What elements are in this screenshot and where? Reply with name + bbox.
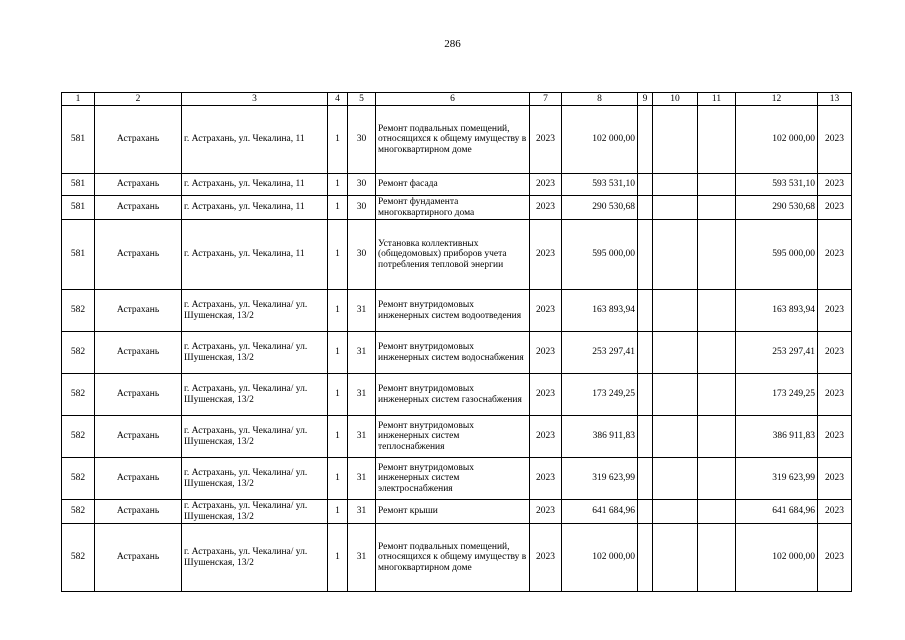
column-number: 10 [653, 93, 698, 106]
row-number-cell: 582 [62, 374, 95, 416]
col4-cell: 1 [328, 290, 348, 332]
col10-cell [653, 106, 698, 174]
total-cell: 290 530,68 [736, 196, 818, 220]
address-cell: г. Астрахань, ул. Чекалина/ ул. Шушенская, 13/2 [182, 458, 328, 500]
address-cell: г. Астрахань, ул. Чекалина/ ул. Шушенская, 13/2 [182, 290, 328, 332]
address-cell: г. Астрахань, ул. Чекалина, 11 [182, 196, 328, 220]
end-year-cell: 2023 [818, 416, 852, 458]
end-year-cell: 2023 [818, 106, 852, 174]
column-number-row [62, 93, 852, 106]
year-cell: 2023 [530, 174, 562, 196]
amount-cell: 290 530,68 [562, 196, 638, 220]
table-row [62, 106, 852, 174]
col5-cell: 31 [348, 332, 376, 374]
col9-cell [638, 174, 653, 196]
amount-cell: 386 911,83 [562, 416, 638, 458]
total-cell: 163 893,94 [736, 290, 818, 332]
column-number: 13 [818, 93, 852, 106]
col11-cell [698, 196, 736, 220]
work-type-cell: Ремонт внутридомовых инженерных систем газоснабжения [376, 374, 530, 416]
table-row [62, 458, 852, 500]
col5-cell: 31 [348, 374, 376, 416]
year-cell: 2023 [530, 416, 562, 458]
table-row [62, 524, 852, 592]
col4-cell: 1 [328, 374, 348, 416]
year-cell: 2023 [530, 332, 562, 374]
end-year-cell: 2023 [818, 332, 852, 374]
col9-cell [638, 290, 653, 332]
col10-cell [653, 458, 698, 500]
city-cell: Астрахань [95, 374, 182, 416]
col4-cell: 1 [328, 500, 348, 524]
col9-cell [638, 332, 653, 374]
col5-cell: 31 [348, 524, 376, 592]
column-number: 1 [62, 93, 95, 106]
col4-cell: 1 [328, 174, 348, 196]
col4-cell: 1 [328, 106, 348, 174]
total-cell: 386 911,83 [736, 416, 818, 458]
table-row [62, 196, 852, 220]
col9-cell [638, 416, 653, 458]
col10-cell [653, 196, 698, 220]
amount-cell: 593 531,10 [562, 174, 638, 196]
repair-register-table [61, 92, 852, 592]
col10-cell [653, 374, 698, 416]
column-number: 2 [95, 93, 182, 106]
end-year-cell: 2023 [818, 174, 852, 196]
work-type-cell: Ремонт внутридомовых инженерных систем теплоснабжения [376, 416, 530, 458]
col11-cell [698, 290, 736, 332]
column-number: 4 [328, 93, 348, 106]
table-row [62, 290, 852, 332]
amount-cell: 102 000,00 [562, 106, 638, 174]
col10-cell [653, 332, 698, 374]
total-cell: 595 000,00 [736, 220, 818, 290]
address-cell: г. Астрахань, ул. Чекалина, 11 [182, 106, 328, 174]
col4-cell: 1 [328, 524, 348, 592]
col11-cell [698, 500, 736, 524]
col5-cell: 30 [348, 220, 376, 290]
col5-cell: 31 [348, 500, 376, 524]
col10-cell [653, 500, 698, 524]
col4-cell: 1 [328, 220, 348, 290]
year-cell: 2023 [530, 106, 562, 174]
col5-cell: 30 [348, 106, 376, 174]
row-number-cell: 581 [62, 196, 95, 220]
year-cell: 2023 [530, 290, 562, 332]
city-cell: Астрахань [95, 332, 182, 374]
row-number-cell: 582 [62, 290, 95, 332]
column-number: 3 [182, 93, 328, 106]
amount-cell: 319 623,99 [562, 458, 638, 500]
col9-cell [638, 220, 653, 290]
col5-cell: 31 [348, 458, 376, 500]
amount-cell: 641 684,96 [562, 500, 638, 524]
address-cell: г. Астрахань, ул. Чекалина, 11 [182, 220, 328, 290]
address-cell: г. Астрахань, ул. Чекалина, 11 [182, 174, 328, 196]
col4-cell: 1 [328, 416, 348, 458]
table-row [62, 416, 852, 458]
column-number: 11 [698, 93, 736, 106]
address-cell: г. Астрахань, ул. Чекалина/ ул. Шушенская, 13/2 [182, 524, 328, 592]
end-year-cell: 2023 [818, 458, 852, 500]
col5-cell: 31 [348, 416, 376, 458]
work-type-cell: Ремонт подвальных помещений, относящихся к общему имуществу в многоквартирном доме [376, 524, 530, 592]
page-number: 286 [444, 38, 461, 50]
end-year-cell: 2023 [818, 500, 852, 524]
address-cell: г. Астрахань, ул. Чекалина/ ул. Шушенская, 13/2 [182, 500, 328, 524]
city-cell: Астрахань [95, 416, 182, 458]
work-type-cell: Ремонт крыши [376, 500, 530, 524]
col9-cell [638, 196, 653, 220]
col11-cell [698, 220, 736, 290]
col11-cell [698, 106, 736, 174]
col10-cell [653, 174, 698, 196]
column-number: 9 [638, 93, 653, 106]
col9-cell [638, 374, 653, 416]
city-cell: Астрахань [95, 196, 182, 220]
col11-cell [698, 332, 736, 374]
table-row [62, 374, 852, 416]
col10-cell [653, 524, 698, 592]
col11-cell [698, 458, 736, 500]
year-cell: 2023 [530, 500, 562, 524]
col9-cell [638, 106, 653, 174]
col5-cell: 31 [348, 290, 376, 332]
column-number: 6 [376, 93, 530, 106]
table-row [62, 500, 852, 524]
col11-cell [698, 524, 736, 592]
col4-cell: 1 [328, 196, 348, 220]
col11-cell [698, 174, 736, 196]
year-cell: 2023 [530, 220, 562, 290]
amount-cell: 163 893,94 [562, 290, 638, 332]
amount-cell: 595 000,00 [562, 220, 638, 290]
column-number: 7 [530, 93, 562, 106]
col9-cell [638, 524, 653, 592]
city-cell: Астрахань [95, 106, 182, 174]
end-year-cell: 2023 [818, 524, 852, 592]
address-cell: г. Астрахань, ул. Чекалина/ ул. Шушенская, 13/2 [182, 332, 328, 374]
address-cell: г. Астрахань, ул. Чекалина/ ул. Шушенская, 13/2 [182, 374, 328, 416]
col10-cell [653, 290, 698, 332]
col10-cell [653, 416, 698, 458]
col4-cell: 1 [328, 458, 348, 500]
table-row [62, 332, 852, 374]
year-cell: 2023 [530, 196, 562, 220]
column-number: 12 [736, 93, 818, 106]
end-year-cell: 2023 [818, 290, 852, 332]
amount-cell: 173 249,25 [562, 374, 638, 416]
row-number-cell: 582 [62, 524, 95, 592]
city-cell: Астрахань [95, 500, 182, 524]
total-cell: 641 684,96 [736, 500, 818, 524]
address-cell: г. Астрахань, ул. Чекалина/ ул. Шушенская, 13/2 [182, 416, 328, 458]
work-type-cell: Ремонт внутридомовых инженерных систем водоотведения [376, 290, 530, 332]
end-year-cell: 2023 [818, 196, 852, 220]
column-number: 8 [562, 93, 638, 106]
city-cell: Астрахань [95, 458, 182, 500]
end-year-cell: 2023 [818, 374, 852, 416]
year-cell: 2023 [530, 458, 562, 500]
row-number-cell: 581 [62, 106, 95, 174]
col5-cell: 30 [348, 196, 376, 220]
table-row [62, 220, 852, 290]
year-cell: 2023 [530, 374, 562, 416]
city-cell: Астрахань [95, 174, 182, 196]
row-number-cell: 582 [62, 500, 95, 524]
city-cell: Астрахань [95, 220, 182, 290]
row-number-cell: 581 [62, 174, 95, 196]
col11-cell [698, 374, 736, 416]
total-cell: 253 297,41 [736, 332, 818, 374]
column-number: 5 [348, 93, 376, 106]
total-cell: 102 000,00 [736, 106, 818, 174]
row-number-cell: 582 [62, 332, 95, 374]
city-cell: Астрахань [95, 290, 182, 332]
table-row [62, 174, 852, 196]
col9-cell [638, 500, 653, 524]
work-type-cell: Ремонт внутридомовых инженерных систем электроснабжения [376, 458, 530, 500]
col10-cell [653, 220, 698, 290]
work-type-cell: Ремонт фасада [376, 174, 530, 196]
work-type-cell: Ремонт внутридомовых инженерных систем водоснабжения [376, 332, 530, 374]
total-cell: 593 531,10 [736, 174, 818, 196]
work-type-cell: Ремонт подвальных помещений, относящихся к общему имуществу в многоквартирном доме [376, 106, 530, 174]
total-cell: 319 623,99 [736, 458, 818, 500]
amount-cell: 253 297,41 [562, 332, 638, 374]
work-type-cell: Ремонт фундамента многоквартирного дома [376, 196, 530, 220]
col5-cell: 30 [348, 174, 376, 196]
end-year-cell: 2023 [818, 220, 852, 290]
total-cell: 102 000,00 [736, 524, 818, 592]
work-type-cell: Установка коллективных (общедомовых) приборов учета потребления тепловой энергии [376, 220, 530, 290]
city-cell: Астрахань [95, 524, 182, 592]
col11-cell [698, 416, 736, 458]
year-cell: 2023 [530, 524, 562, 592]
total-cell: 173 249,25 [736, 374, 818, 416]
amount-cell: 102 000,00 [562, 524, 638, 592]
row-number-cell: 581 [62, 220, 95, 290]
col9-cell [638, 458, 653, 500]
row-number-cell: 582 [62, 416, 95, 458]
row-number-cell: 582 [62, 458, 95, 500]
col4-cell: 1 [328, 332, 348, 374]
